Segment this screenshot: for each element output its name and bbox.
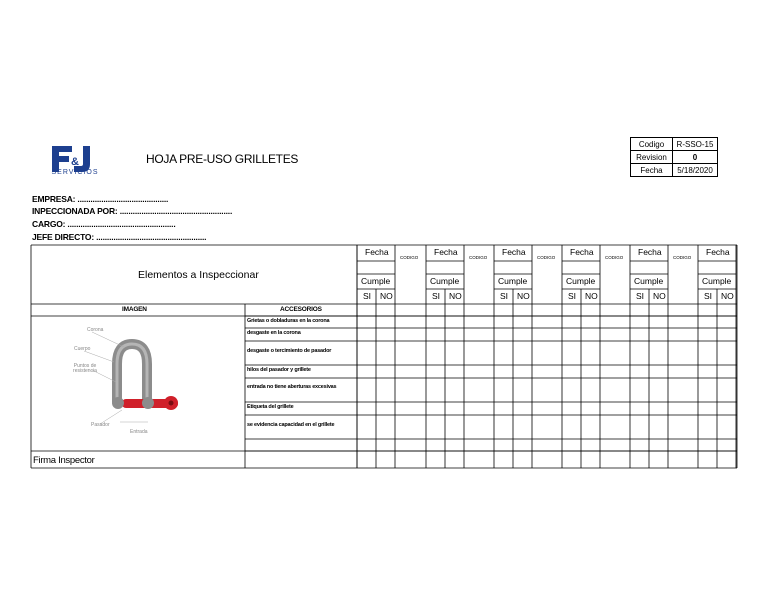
cumple-header: Cumple [702, 276, 732, 286]
code-label: Codigo [631, 138, 673, 151]
si-header: SI [568, 291, 577, 301]
cumple-header: Cumple [361, 276, 391, 286]
date-value: 5/18/2020 [673, 164, 718, 177]
date-label: Fecha [631, 164, 673, 177]
code-value: R-SSO-15 [673, 138, 718, 151]
si-header: SI [636, 291, 645, 301]
jefe-field[interactable]: JEFE DIRECTO: ................................................... [32, 232, 207, 242]
cumple-header: Cumple [498, 276, 528, 286]
fecha-header: Fecha [434, 247, 458, 257]
cumple-header: Cumple [566, 276, 596, 286]
codigo-header: CODIGO [673, 255, 692, 260]
no-header: NO [721, 291, 734, 301]
si-header: SI [432, 291, 441, 301]
shackle-image [62, 322, 192, 442]
no-header: NO [653, 291, 666, 301]
puntos-label: Puntos de resistencia [73, 363, 97, 374]
codigo-header: CODIGO [605, 255, 624, 260]
no-header: NO [449, 291, 462, 301]
imagen-header: IMAGEN [122, 306, 147, 313]
accessory-item: se evidencia capacidad en el grillete [247, 422, 335, 428]
corona-label: Corona [87, 327, 104, 333]
cargo-field[interactable]: CARGO: .................................................. [32, 219, 176, 229]
page-title: HOJA PRE-USO GRILLETES [146, 152, 299, 166]
accessory-item: desgaste en la corona [247, 330, 301, 336]
fecha-header: Fecha [706, 247, 730, 257]
entrada-label: Entrada [130, 429, 148, 435]
cuerpo-label: Cuerpo [74, 346, 91, 352]
si-header: SI [500, 291, 509, 301]
inspeccionada-field[interactable]: INPECCIONADA POR: .................................................... [32, 206, 233, 216]
si-header: SI [363, 291, 372, 301]
fecha-header: Fecha [365, 247, 389, 257]
fecha-header: Fecha [638, 247, 662, 257]
accessory-item: entrada no tiene aberturas excesivas [247, 384, 337, 390]
empresa-field[interactable]: EMPRESA: .......................................... [32, 194, 169, 204]
accessory-item: Grietas o dobladuras en la corona [247, 318, 330, 324]
fecha-header: Fecha [502, 247, 526, 257]
accesorios-header: ACCESORIOS [280, 306, 322, 313]
no-header: NO [517, 291, 530, 301]
logo-subtitle: SERVICIOS [51, 169, 99, 176]
no-header: NO [585, 291, 598, 301]
no-header: NO [380, 291, 393, 301]
accessory-item: hilos del pasador y grillete [247, 367, 311, 373]
fecha-header: Fecha [570, 247, 594, 257]
cumple-header: Cumple [430, 276, 460, 286]
cumple-header: Cumple [634, 276, 664, 286]
accessory-item: desgaste o tercimiento de pasador [247, 348, 332, 354]
elements-label: Elementos a Inspeccionar [138, 269, 259, 281]
accessory-item: Etiqueta del grillete [247, 404, 294, 410]
svg-text:&: & [71, 156, 79, 168]
si-header: SI [704, 291, 713, 301]
revision-value: 0 [673, 151, 718, 164]
revision-label: Revision [631, 151, 673, 164]
codigo-header: CODIGO [469, 255, 488, 260]
codigo-header: CODIGO [400, 255, 419, 260]
pasador-label: Pasador [91, 422, 110, 428]
firma-label: Firma Inspector [33, 455, 95, 466]
codigo-header: CODIGO [537, 255, 556, 260]
